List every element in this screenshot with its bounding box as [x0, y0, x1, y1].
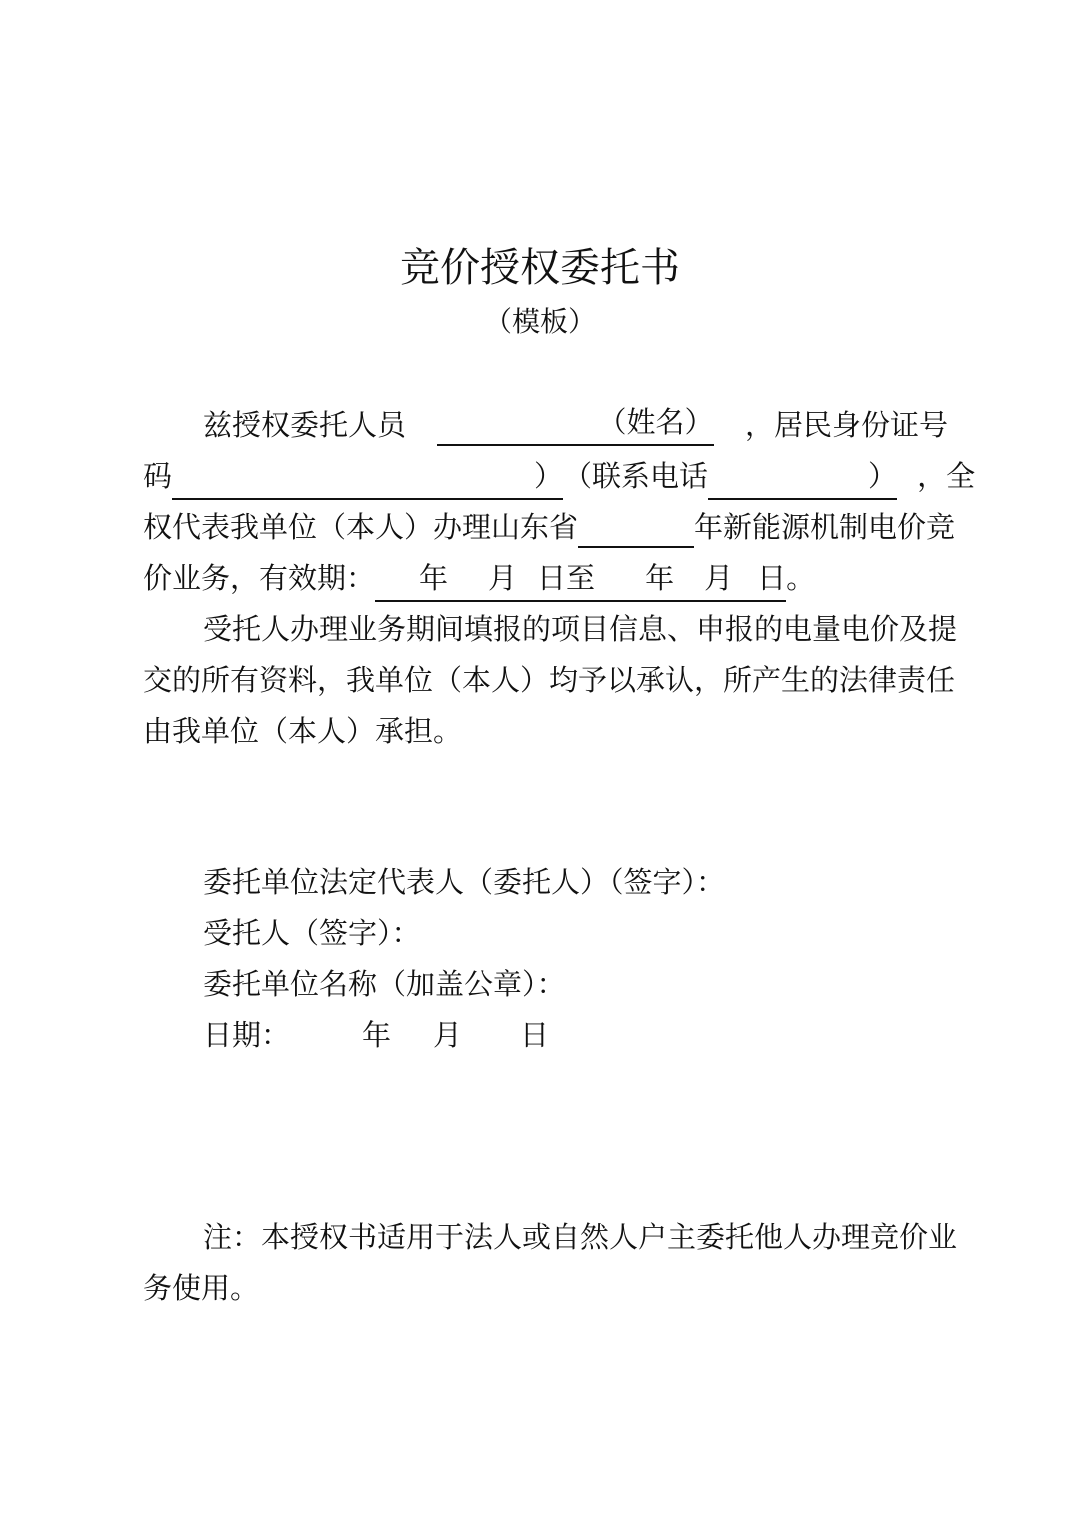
document-subtitle: （模板） [483, 305, 596, 338]
note-line2: 务使用。 [143, 1271, 260, 1305]
date-day: 日 [520, 1018, 550, 1052]
id-close-paren: ） [534, 459, 564, 493]
phone-close-paren: ） [868, 459, 898, 493]
date-label: 日期： [203, 1018, 291, 1052]
paragraph1-line2 [143, 451, 976, 501]
note-line1: 注：本授权书适用于法人或自然人户主委托他人办理竞价业 [203, 1220, 958, 1254]
validity-year-1: 年 [419, 561, 449, 595]
paragraph2-line2: 交的所有资料，我单位（本人）均予以承认，所产生的法律责任 [143, 663, 956, 697]
validity-month-1: 月 [488, 561, 518, 595]
paragraph1-line3 [143, 502, 956, 552]
name-blank[interactable] [437, 400, 713, 446]
legal-rep-signature-label: 委托单位法定代表人（委托人）（签字）： [203, 865, 726, 899]
validity-month-2: 月 [704, 561, 734, 595]
date-year: 年 [362, 1018, 392, 1052]
unit-name-seal-label: 委托单位名称（加盖公章）： [203, 967, 566, 1001]
id-number-blank[interactable] [172, 454, 563, 500]
paragraph2-line1: 受托人办理业务期间填报的项目信息、申报的电量电价及提 [203, 612, 958, 646]
paragraph1-line1 [203, 400, 948, 450]
line3-suffix: 年新能源机制电价竞 [694, 510, 956, 544]
validity-end: 。 [786, 561, 816, 595]
validity-day-2: 日 [757, 561, 787, 595]
paragraph2-line3: 由我单位（本人）承担。 [143, 714, 463, 748]
year-blank[interactable] [578, 502, 694, 548]
date-line [203, 1010, 549, 1060]
validity-day-1: 日至 [537, 561, 596, 595]
name-hint: （姓名） [597, 405, 714, 439]
line2-suffix: ，全 [917, 459, 976, 493]
paragraph1-line4 [143, 553, 948, 603]
id-label: ，居民身份证号 [744, 408, 948, 442]
validity-year-2: 年 [645, 561, 675, 595]
line3-prefix: 权代表我单位（本人）办理山东省 [143, 510, 579, 544]
agent-signature-label: 受托人（签字）： [203, 916, 421, 950]
validity-label: 价业务，有效期： [143, 561, 376, 595]
id-label-cont: 码 [143, 459, 173, 493]
phone-blank[interactable] [708, 454, 897, 500]
validity-period-blank[interactable] [375, 556, 786, 602]
authorize-prefix: 兹授权委托人员 [203, 408, 407, 442]
document-title: 竞价授权委托书 [400, 245, 680, 291]
date-month: 月 [433, 1018, 463, 1052]
phone-label: （联系电话 [563, 459, 709, 493]
